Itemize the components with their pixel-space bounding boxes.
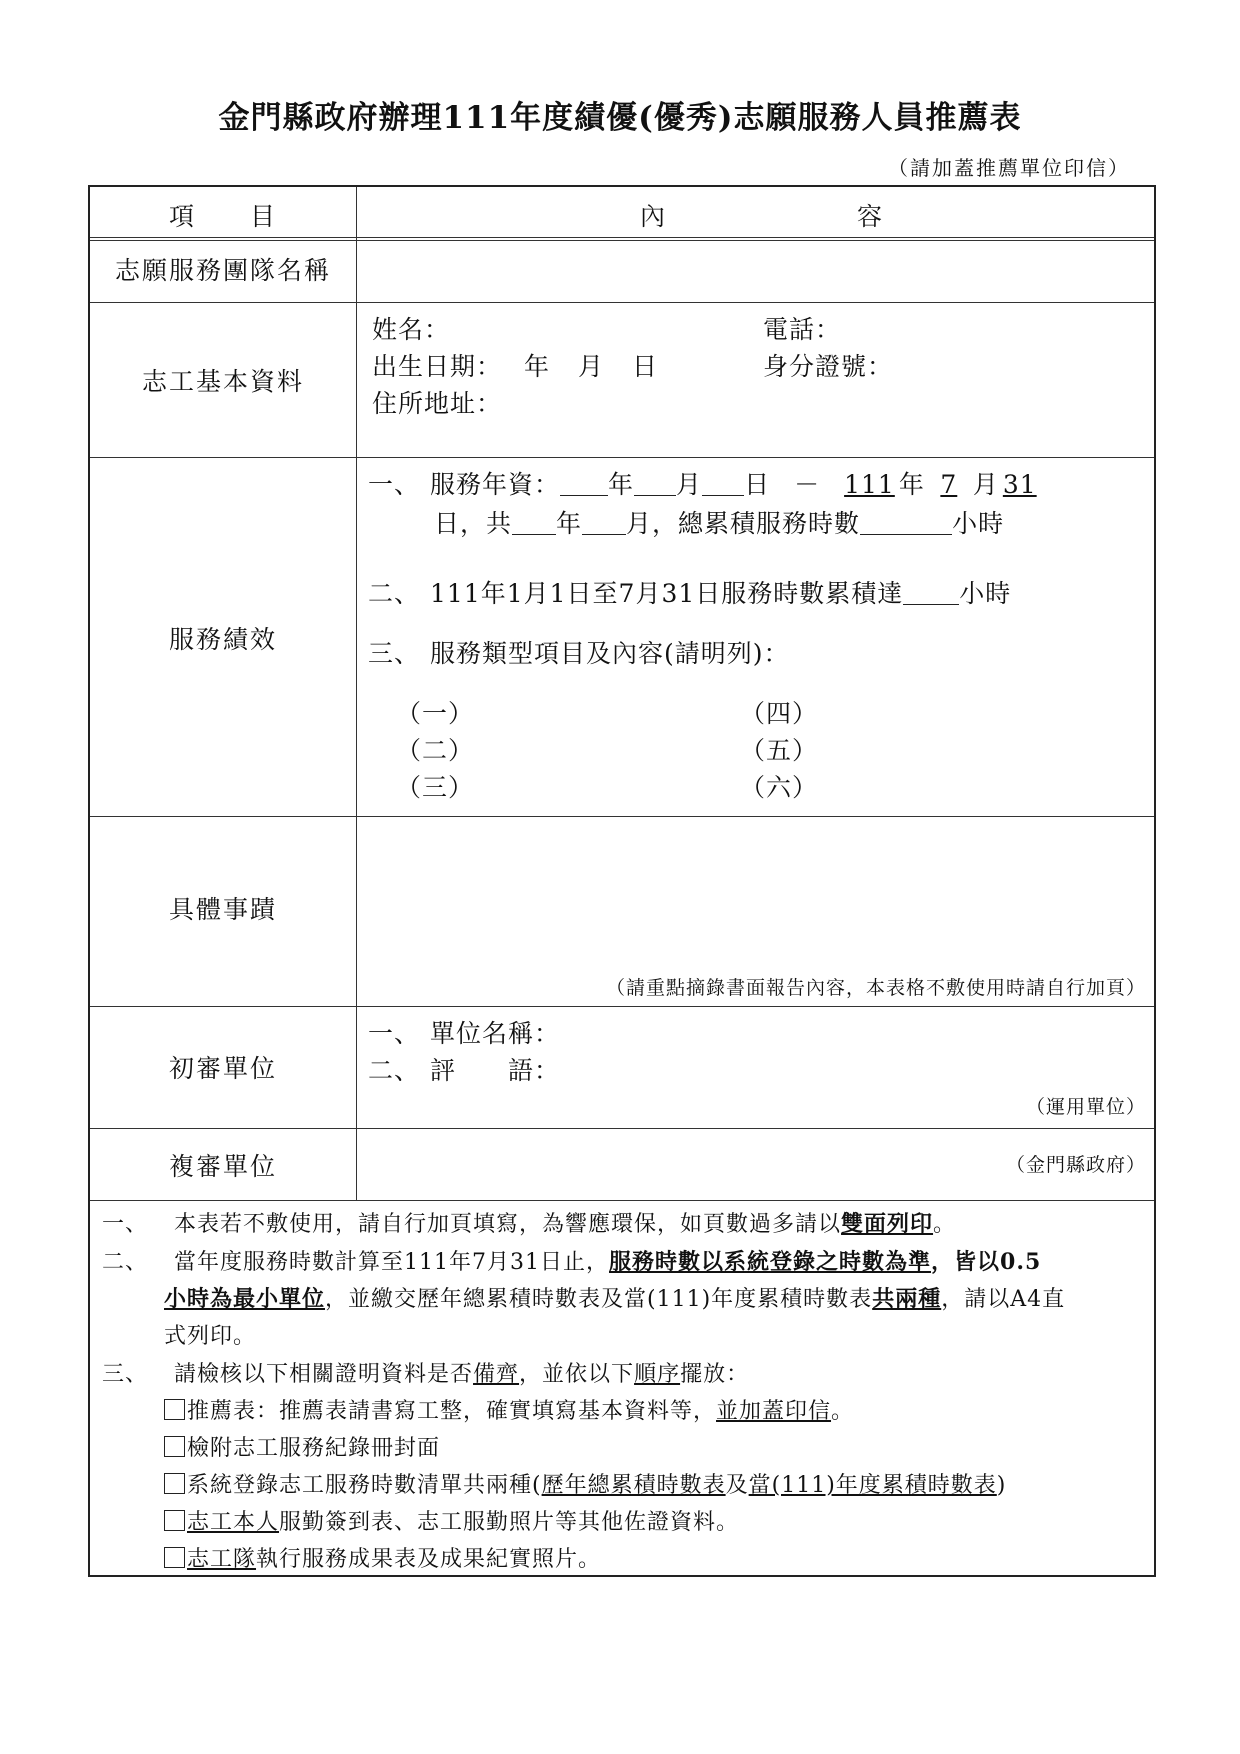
row-divider	[90, 1006, 1154, 1007]
perf-line-1b: 日，共 年 月，總累積服務時數 小時	[434, 509, 1005, 538]
stamp-note: （請加蓋推薦單位印信）	[888, 156, 1130, 180]
checkbox[interactable]	[164, 1547, 185, 1568]
form-title: 金門縣政府辦理111年度績優(優秀)志願服務人員推薦表	[218, 100, 1022, 136]
note-2: 二、 當年度服務時數計算至111年7月31日止，服務時數以系統登錄之時數為準，皆以0.5	[102, 1249, 1042, 1275]
header-divider	[90, 237, 1154, 241]
service-item-4: （四）	[740, 699, 819, 728]
checklist-item-4[interactable]: 志工本人服勤簽到表、志工服勤照片等其他佐證資料。	[164, 1505, 739, 1536]
row-divider	[90, 1128, 1154, 1129]
checkbox[interactable]	[164, 1473, 185, 1494]
team-name-label: 志願服務團隊名稱	[114, 256, 331, 285]
service-item-6: （六）	[740, 773, 819, 802]
header-content-b: 容	[857, 202, 884, 231]
note-2-end: 式列印。	[164, 1324, 257, 1349]
note-2-cont: 小時為最小單位，並繳交歷年總累積時數表及當(111)年度累積時數表共兩種，請以A4直	[164, 1286, 1066, 1312]
first-review-unit: （運用單位）	[1025, 1096, 1146, 1118]
checklist-item-1[interactable]: 推薦表：推薦表請書寫工整，確實填寫基本資料等，並加蓋印信。	[164, 1394, 854, 1425]
perf-line-1: 一、 服務年資： 年 月 日 － 111 年 7 月 31	[368, 470, 1037, 499]
checkbox[interactable]	[164, 1399, 185, 1420]
row-divider	[90, 302, 1154, 303]
comment-field: 二、 評 語：	[368, 1056, 561, 1085]
service-item-5: （五）	[740, 736, 819, 765]
id-field: 身分證號：	[763, 352, 894, 381]
basic-info-label: 志工基本資料	[141, 367, 304, 396]
service-item-3: （三）	[396, 773, 475, 802]
perf-line-2: 二、 111年1月1日至7月31日服務時數累積達 小時	[368, 579, 1012, 608]
row-divider	[90, 1200, 1154, 1201]
service-item-2: （二）	[396, 736, 475, 765]
second-review-label: 複審單位	[168, 1152, 277, 1181]
name-field: 姓名：	[372, 315, 451, 344]
note-3: 三、 請檢核以下相關證明資料是否備齊，並依以下順序擺放：	[102, 1362, 750, 1387]
column-divider	[356, 187, 357, 1200]
second-review-unit: （金門縣政府）	[1005, 1154, 1146, 1176]
unit-name-field: 一、 單位名稱：	[368, 1019, 561, 1048]
checkbox[interactable]	[164, 1510, 185, 1531]
header-item: 項 目	[168, 202, 277, 231]
phone-field: 電話：	[763, 315, 842, 344]
header-content-a: 內	[640, 202, 667, 231]
row-divider	[90, 457, 1154, 458]
checklist-item-3[interactable]: 系統登錄志工服務時數清單共兩種(歷年總累積時數表及當(111)年度累積時數表)	[164, 1468, 1006, 1499]
first-review-label: 初審單位	[168, 1054, 277, 1083]
address-field: 住所地址：	[372, 389, 503, 418]
service-item-1: （一）	[396, 699, 475, 728]
deeds-label: 具體事蹟	[168, 895, 277, 924]
form-table	[88, 185, 1156, 1577]
birth-field: 出生日期： 年 月 日	[372, 352, 659, 381]
performance-label: 服務績效	[168, 625, 277, 654]
checkbox[interactable]	[164, 1436, 185, 1457]
row-divider	[90, 816, 1154, 817]
note-1: 一、 本表若不敷使用，請自行加頁填寫，為響應環保，如頁數過多請以雙面列印。	[102, 1211, 957, 1237]
perf-line-3: 三、 服務類型項目及內容(請明列)：	[368, 639, 790, 668]
deeds-note: （請重點摘錄書面報告內容，本表格不敷使用時請自行加頁）	[605, 977, 1146, 999]
checklist-item-5[interactable]: 志工隊執行服務成果表及成果紀實照片。	[164, 1542, 601, 1573]
checklist-item-2[interactable]: 檢附志工服務紀錄冊封面	[164, 1431, 440, 1462]
